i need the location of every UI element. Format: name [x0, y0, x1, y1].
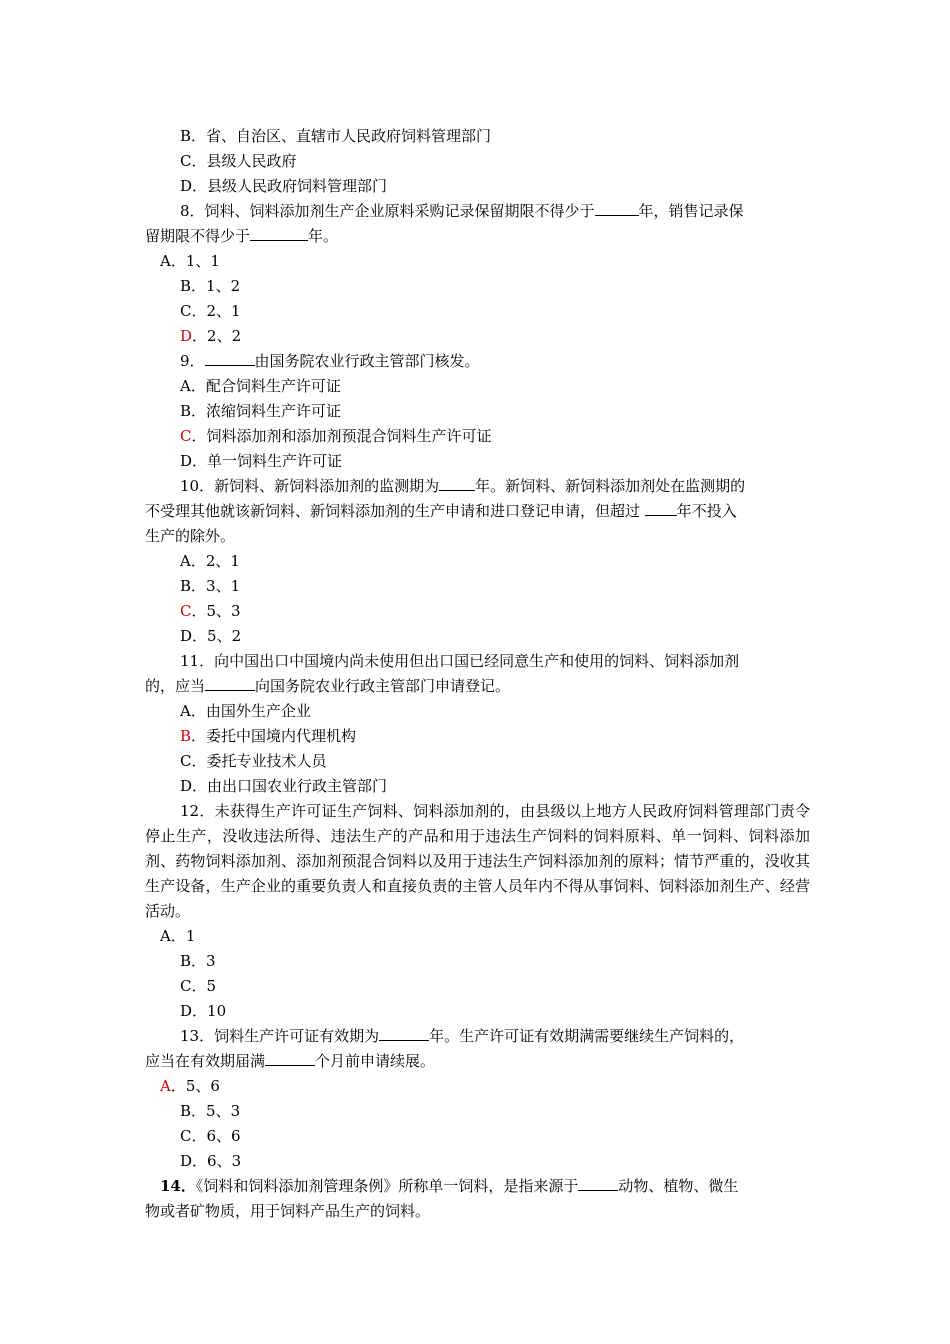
- q8-stem-line1: [145, 199, 810, 224]
- q13-option-c: C．6、6: [180, 1127, 241, 1145]
- answer-blank: [595, 201, 639, 216]
- answer-blank: [578, 1176, 618, 1191]
- q12-option-a: A．1: [160, 927, 196, 945]
- q12-option-d: D．10: [180, 1002, 227, 1020]
- q13-stem-line2: [145, 1049, 810, 1074]
- answer-blank: [205, 676, 255, 691]
- correct-answer-letter: A: [160, 1077, 171, 1095]
- q9-option-a: A．配合饲料生产许可证: [180, 377, 341, 395]
- q12-option-c: C．5: [180, 977, 217, 995]
- q10-stem-text: 10．新饲料、新饲料添加剂的监测期为: [180, 477, 440, 495]
- q12-stem: 12．未获得生产许可证生产饲料、饲料添加剂的，由县级以上地方人民政府饲料管理部门责令停止生产，没收违法所得、违法生产的产品和用于违法生产饲料的饲料原料、单一饲料、饲料添加剂、药物饲料添加剂、添加剂预混合饲料以及用于违法生产饲料添加剂的原料；情节严重的，没收其生产设备，生产企业的重要负责人和直接负责的主管人员年内不得从事饲料、饲料添加剂生产、经营活动。: [145, 802, 810, 920]
- q13-stem-line1: [145, 1024, 810, 1049]
- q13-stem-text: 应当在有效期届满: [145, 1052, 266, 1070]
- q8-stem-text: 年，销售记录保: [638, 202, 744, 220]
- document-content: [145, 124, 810, 1224]
- q11-option-b: [145, 724, 810, 749]
- correct-answer-letter: D: [180, 327, 193, 345]
- q14-number: 14．: [160, 1177, 196, 1195]
- q13-stem-text: 13．饲料生产许可证有效期为: [180, 1027, 380, 1045]
- q13-stem-text: 年。生产许可证有效期满需要继续生产饲料的，: [429, 1027, 745, 1045]
- q10-option-b: B．3、1: [180, 577, 241, 595]
- q10-stem-line1: [145, 474, 810, 499]
- q10-stem-text: 不受理其他就该新饲料、新饲料添加剂的生产申请和进口登记申请，但超过: [145, 502, 645, 520]
- q9-option-b: B．浓缩饲料生产许可证: [180, 402, 342, 420]
- q7-option-d: D．县级人民政府饲料管理部门: [180, 177, 388, 195]
- q13-stem-text: 个月前申请续展。: [315, 1052, 436, 1070]
- q8-option-c: C．2、1: [180, 302, 241, 320]
- q8-stem-text: 年。: [308, 227, 339, 245]
- q8-stem-text: 8．饲料、饲料添加剂生产企业原料采购记录保留期限不得少于: [180, 202, 595, 220]
- q13-option-d: D．6、3: [180, 1152, 242, 1170]
- q10-option-a: A．2、1: [180, 552, 240, 570]
- q11-stem-line2: [145, 674, 810, 699]
- q9-stem-text: 由国务院农业行政主管部门核发。: [254, 352, 480, 370]
- answer-blank: [265, 1051, 315, 1066]
- answer-blank: [205, 351, 255, 366]
- option-text: ．5、6: [170, 1077, 220, 1095]
- q14-stem-text: 《饲料和饲料添加剂管理条例》所称单一饲料，是指来源于: [195, 1177, 579, 1195]
- option-text: ．5、3: [191, 602, 241, 620]
- q13-option-b: B．5、3: [180, 1102, 241, 1120]
- q10-option-c: [145, 599, 810, 624]
- q11-stem-line1: 11．向中国出口中国境内尚未使用但出口国已经同意生产和使用的饲料、饲料添加剂: [180, 652, 740, 670]
- q8-option-a: A．1、1: [160, 252, 220, 270]
- q8-stem-line2: [145, 224, 810, 249]
- q11-stem-text: 的，应当: [145, 677, 206, 695]
- q11-option-a: A．由国外生产企业: [180, 702, 311, 720]
- q9-option-c: [145, 424, 810, 449]
- q10-option-d: D．5、2: [180, 627, 242, 645]
- q8-option-d: [145, 324, 810, 349]
- q9-stem-text: 9．: [180, 352, 205, 370]
- q14-stem-line2: 物或者矿物质，用于饲料产品生产的饲料。: [145, 1202, 431, 1220]
- correct-answer-letter: C: [180, 427, 192, 445]
- q10-stem-text: 年不投入: [676, 502, 737, 520]
- correct-answer-letter: C: [180, 602, 192, 620]
- q12-option-b: B．3: [180, 952, 216, 970]
- answer-blank: [250, 226, 308, 241]
- q13-option-a: [145, 1074, 810, 1099]
- q9-stem: [145, 349, 810, 374]
- option-text: ．委托中国境内代理机构: [191, 727, 357, 745]
- q10-stem-line3: 生产的除外。: [145, 527, 236, 545]
- q8-stem-text: 留期限不得少于: [145, 227, 251, 245]
- q9-option-d: D．单一饲料生产许可证: [180, 452, 343, 470]
- q7-option-b: B．省、自治区、直辖市人民政府饲料管理部门: [180, 127, 492, 145]
- correct-answer-letter: B: [180, 727, 192, 745]
- option-text: ．2、2: [192, 327, 242, 345]
- q7-option-c: C．县级人民政府: [180, 152, 297, 170]
- q11-option-d: D．由出口国农业行政主管部门: [180, 777, 388, 795]
- option-text: ．饲料添加剂和添加剂预混合饲料生产许可证: [191, 427, 492, 445]
- answer-blank: [379, 1026, 429, 1041]
- q8-option-b: B．1、2: [180, 277, 241, 295]
- q10-stem-text: 年。新饲料、新饲料添加剂处在监测期的: [475, 477, 746, 495]
- q10-stem-line2: [145, 499, 810, 524]
- q11-option-c: C．委托专业技术人员: [180, 752, 327, 770]
- q14-stem-line1: [145, 1174, 810, 1199]
- answer-blank: [439, 476, 475, 491]
- answer-blank: [645, 501, 677, 516]
- q14-stem-text: 动物、植物、微生: [618, 1177, 739, 1195]
- q11-stem-text: 向国务院农业行政主管部门申请登记。: [255, 677, 511, 695]
